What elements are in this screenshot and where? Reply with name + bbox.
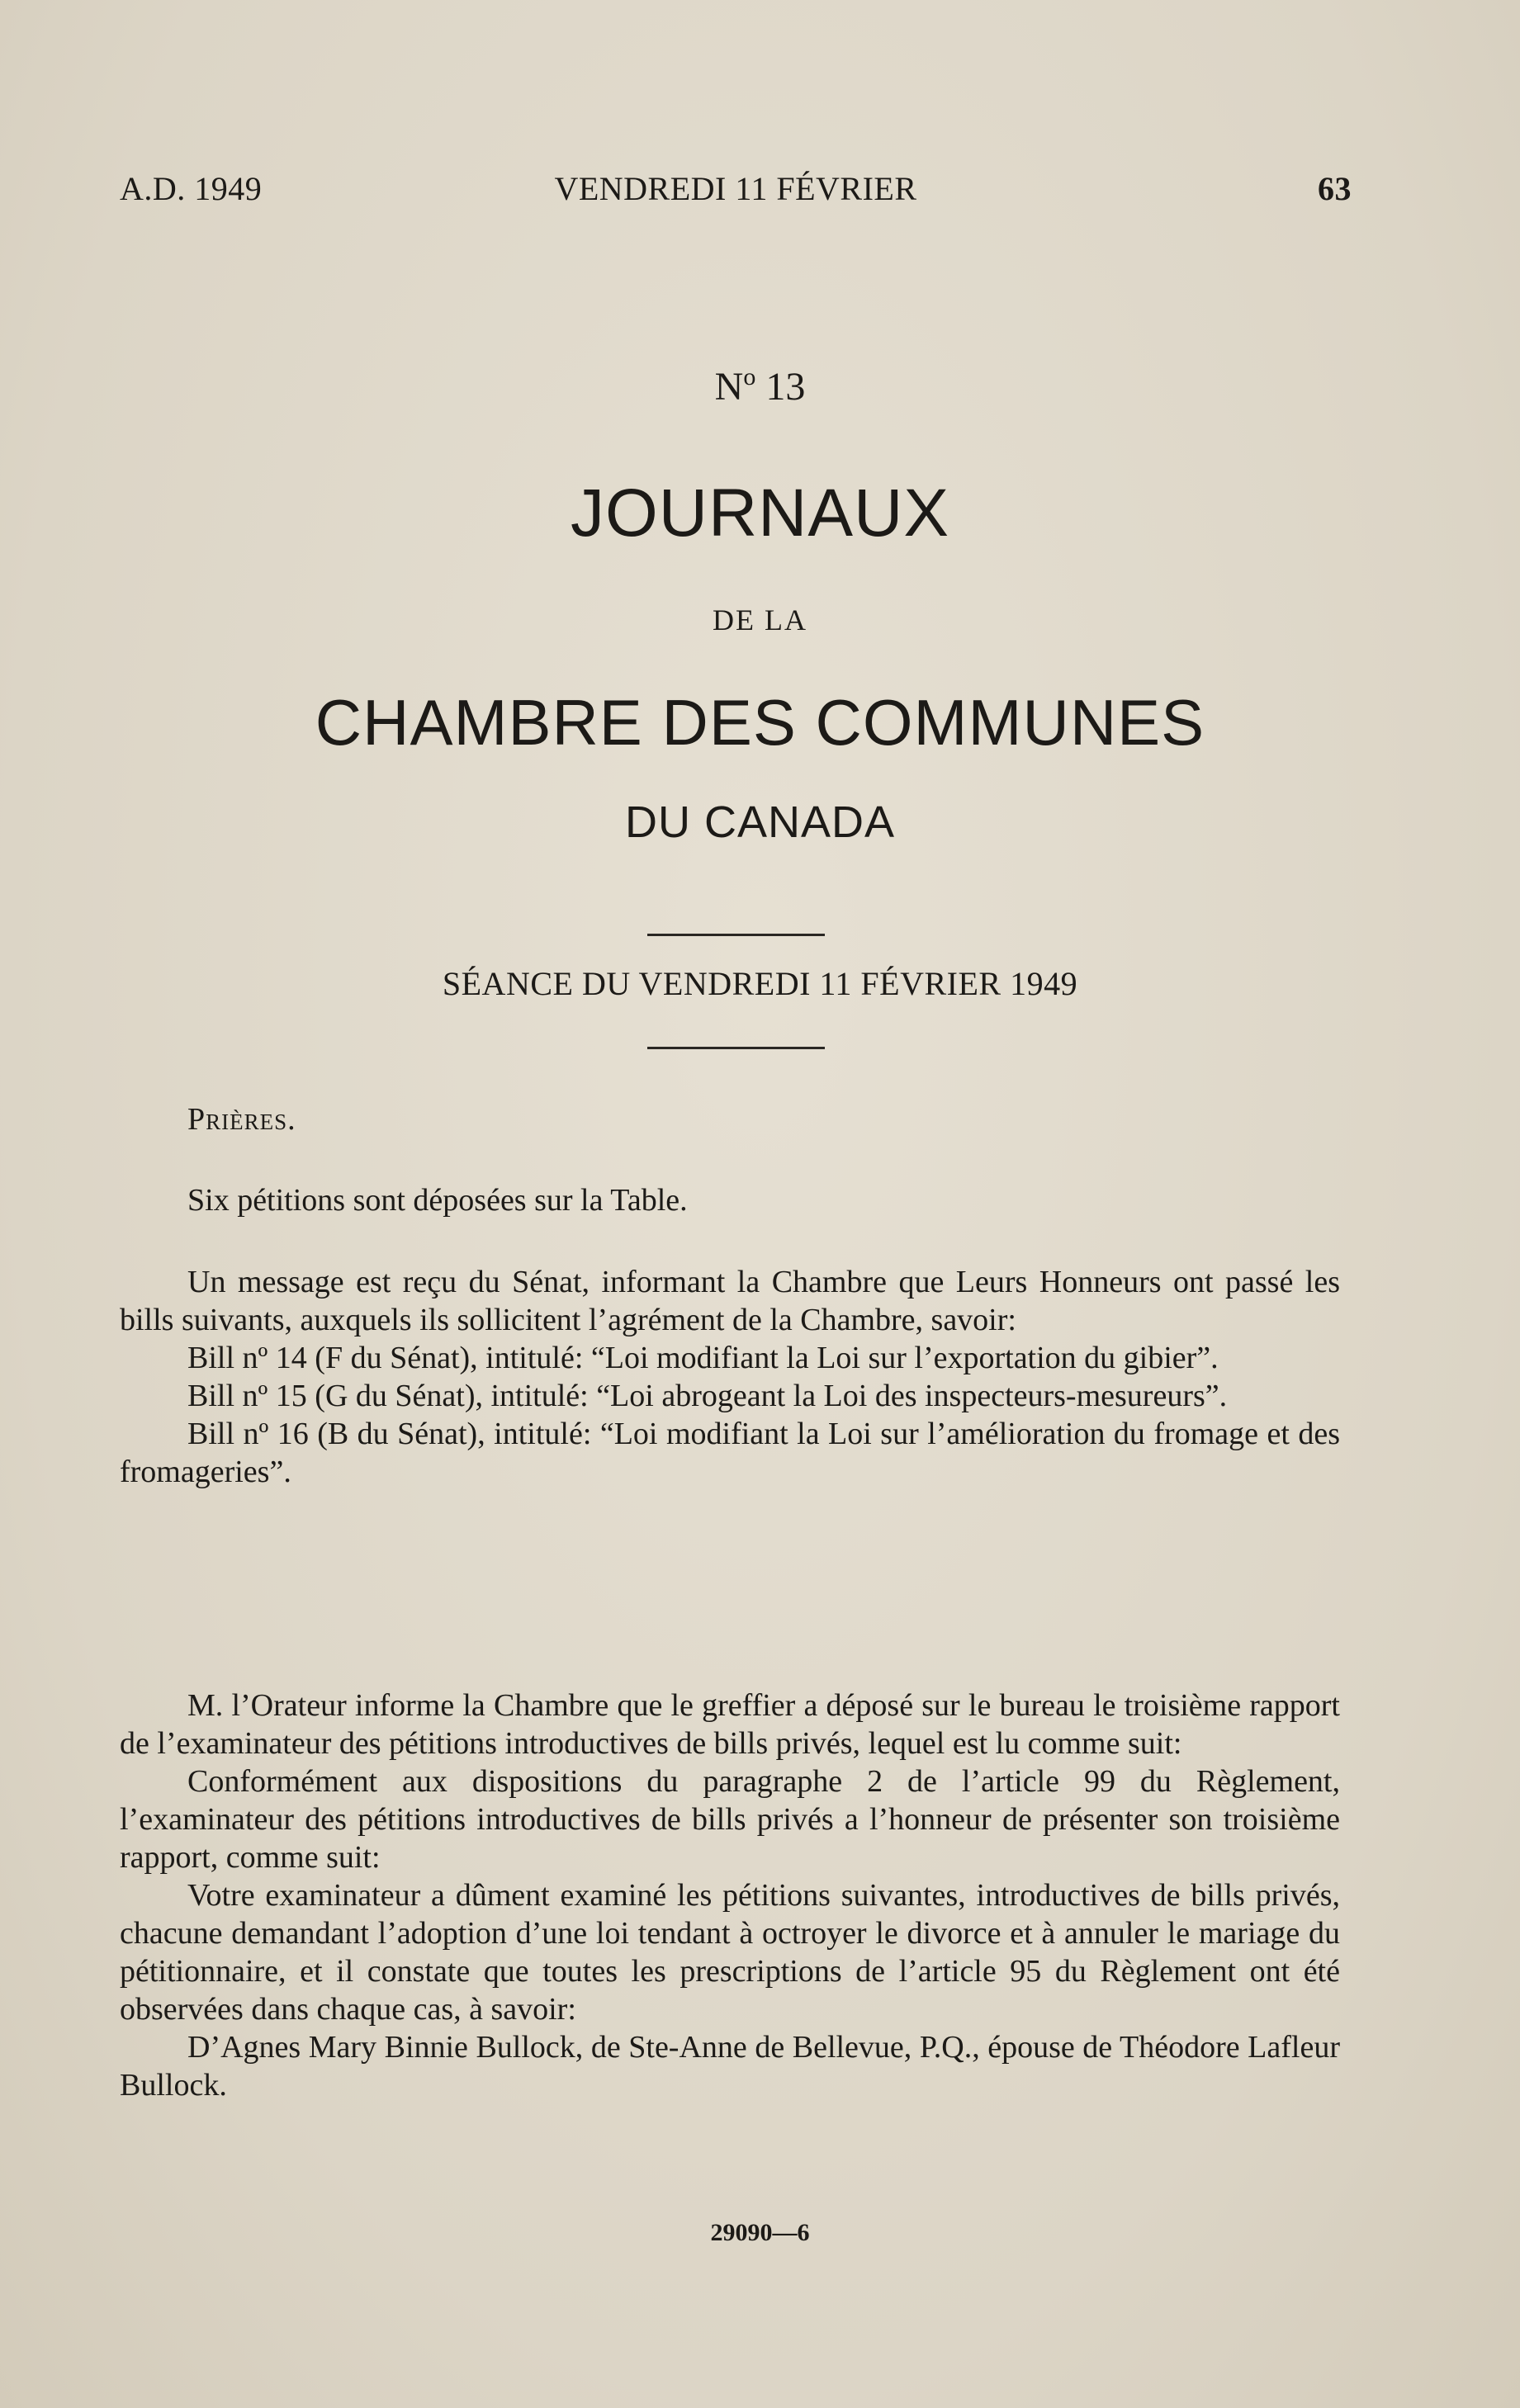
paragraph-speaker-report: M. l’Orateur informe la Chambre que le greffier a déposé sur le bureau le troisième rapport de l’examinateur des pétitions introductives de bills privés, lequel est lu comme suit: <box>120 1688 1340 1761</box>
issue-number-value: 13 <box>755 365 806 409</box>
senate-message-block <box>120 1263 1340 1491</box>
paragraph-petition-bullock: D’Agnes Mary Binnie Bullock, de Ste-Anne de Bellevue, P.Q., épouse de Théodore Lafleur Bullock. <box>120 2030 1340 2103</box>
session-heading: SÉANCE DU VENDREDI 11 FÉVRIER 1949 <box>442 965 1078 1002</box>
paragraph-examinateur: Votre examinateur a dûment examiné les pétitions suivantes, introductives de bills privés, chacune demandant l’adoption d’une loi tendant à octroyer le divorce et à annuler le mariage du pétitionnaire, et il constate que toutes les prescriptions de l’article 95 du Règlement ont été observées dans chaque cas, à savoir: <box>120 1878 1340 2027</box>
report-block <box>120 1687 1340 2104</box>
paragraph-senate-message: Un message est reçu du Sénat, informant la Chambre que Leurs Honneurs ont passé les bills suivants, auxquels ils sollicitent l’agrément de la Chambre, savoir: <box>120 1265 1340 1337</box>
paragraph-petitions: Six pétitions sont déposées sur la Table. <box>187 1183 688 1218</box>
chamber-name: CHAMBRE DES COMMUNES <box>315 686 1205 759</box>
issue-number-sup: o <box>743 363 756 390</box>
running-header <box>120 169 1352 209</box>
issue-number <box>0 363 1520 409</box>
print-code: 29090—6 <box>710 2219 810 2246</box>
header-year: A.D. 1949 <box>120 170 263 207</box>
paragraph-bill-16: Bill nº 16 (B du Sénat), intitulé: “Loi modifiant la Loi sur l’amélioration du fromage et des fromageries”. <box>120 1417 1340 1489</box>
prieres-block <box>120 1100 1340 1138</box>
divider-top <box>647 934 825 936</box>
petitions-block <box>120 1181 1340 1219</box>
journal-title: JOURNAUX <box>570 475 950 551</box>
journal-subtitle-de-la: DE LA <box>713 603 807 636</box>
issue-number-prefix: N <box>714 365 744 409</box>
header-date: VENDREDI 11 FÉVRIER <box>554 170 917 207</box>
country-name: DU CANADA <box>624 797 896 847</box>
divider-bottom <box>647 1047 825 1049</box>
paragraph-bill-14: Bill nº 14 (F du Sénat), intitulé: “Loi modifiant la Loi sur l’exportation du gibier”. <box>187 1341 1219 1375</box>
page-number: 63 <box>1318 170 1352 207</box>
prieres-heading: Prières. <box>187 1102 296 1137</box>
paragraph-bill-15: Bill nº 15 (G du Sénat), intitulé: “Loi abrogeant la Loi des inspecteurs-mesureurs”. <box>187 1379 1228 1413</box>
paragraph-conformement: Conformément aux dispositions du paragraphe 2 de l’article 99 du Règlement, l’examinateur des pétitions introductives de bills privés a l’honneur de présenter son troisième rapport, comme suit: <box>120 1764 1340 1875</box>
